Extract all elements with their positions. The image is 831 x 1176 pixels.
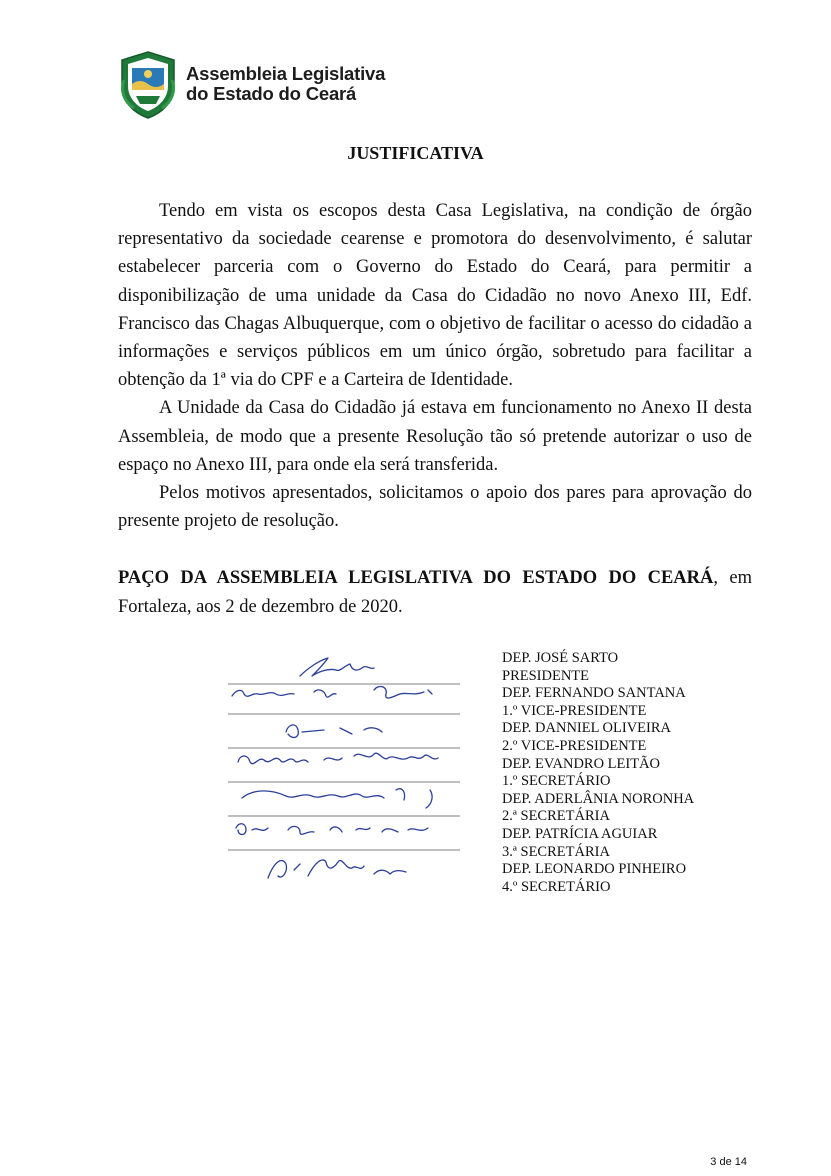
signatory-name: DEP. ADERLÂNIA NORONHA [502, 790, 695, 807]
document-body [118, 197, 752, 535]
closing-statement [118, 564, 752, 621]
org-name-line-2: do Estado do Ceará [186, 83, 357, 104]
signature-leonardo-pinheiro [268, 860, 406, 878]
signatory-role: 2.ª SECRETÁRIA [502, 808, 610, 825]
closing-rest: , em Fortaleza, aos 2 de dezembro de 2020. [118, 568, 752, 617]
signature-line [228, 684, 460, 850]
signature-fernando-santana [232, 687, 432, 699]
paragraph-2: A Unidade da Casa do Cidadão já estava em funcionamento no Anexo II desta Assembleia, de modo que a presente Resolução tão só pretende autorizar o uso de espaço no Anexo III, para onde ela será transferida. [118, 398, 752, 475]
signature-aderlania-noronha [242, 789, 432, 808]
organization-name [186, 64, 385, 104]
page-header [118, 50, 438, 122]
paragraph-3: Pelos motivos apresentados, solicitamos o apoio dos pares para aprovação do presente projeto de resolução. [118, 483, 752, 532]
signatory-role: 3.ª SECRETÁRIA [502, 843, 610, 860]
signatures-block [228, 650, 468, 890]
signature-patricia-aguiar [236, 824, 428, 835]
signatory-role: 1.º SECRETÁRIO [502, 773, 611, 790]
signatory-name: DEP. JOSÉ SARTO [502, 650, 619, 666]
document-title: JUSTIFICATIVA [347, 143, 484, 163]
closing-bold: PAÇO DA ASSEMBLEIA LEGISLATIVA DO ESTADO DO CEARÁ [118, 568, 714, 588]
signature-evandro-leitao [238, 753, 438, 764]
signatory-name: DEP. FERNANDO SANTANA [502, 685, 686, 702]
signatory-name: DEP. DANNIEL OLIVEIRA [502, 720, 672, 737]
org-name-line-1: Assembleia Legislativa [186, 63, 386, 84]
signatory-name: DEP. EVANDRO LEITÃO [502, 755, 661, 772]
signatory-name: DEP. PATRÍCIA AGUIAR [502, 825, 658, 842]
page-number: 3 de 14 [710, 1156, 747, 1168]
signatory-role: 1.º VICE-PRESIDENTE [502, 702, 647, 719]
signature-jose-sarto [300, 658, 374, 676]
signatory-role: PRESIDENTE [502, 667, 589, 684]
signatory-name: DEP. LEONARDO PINHEIRO [502, 861, 687, 878]
signatory-role: 4.º SECRETÁRIO [502, 878, 611, 895]
signatories-list [502, 650, 694, 896]
signature-danniel-oliveira [286, 725, 382, 738]
signatory-role: 2.º VICE-PRESIDENTE [502, 737, 647, 754]
paragraph-1: Tendo em vista os escopos desta Casa Legislativa, na condição de órgão representativo da sociedade cearense e promotora do desenvolvimento, é salutar estabelecer parceria com o Governo do Estado do Ceará, para permitir a disponibilização de uma unidade da Casa do Cidadão no novo Anexo III, Edf. Francisco das Chagas Albuquerque, com o objetivo de facilitar o acesso do cidadão a informações e serviços públicos em um único órgão, sobretudo para facilitar a obtenção da 1ª via do CPF e a Carteira de Identidade. [118, 201, 752, 391]
coat-of-arms-icon [118, 50, 178, 120]
